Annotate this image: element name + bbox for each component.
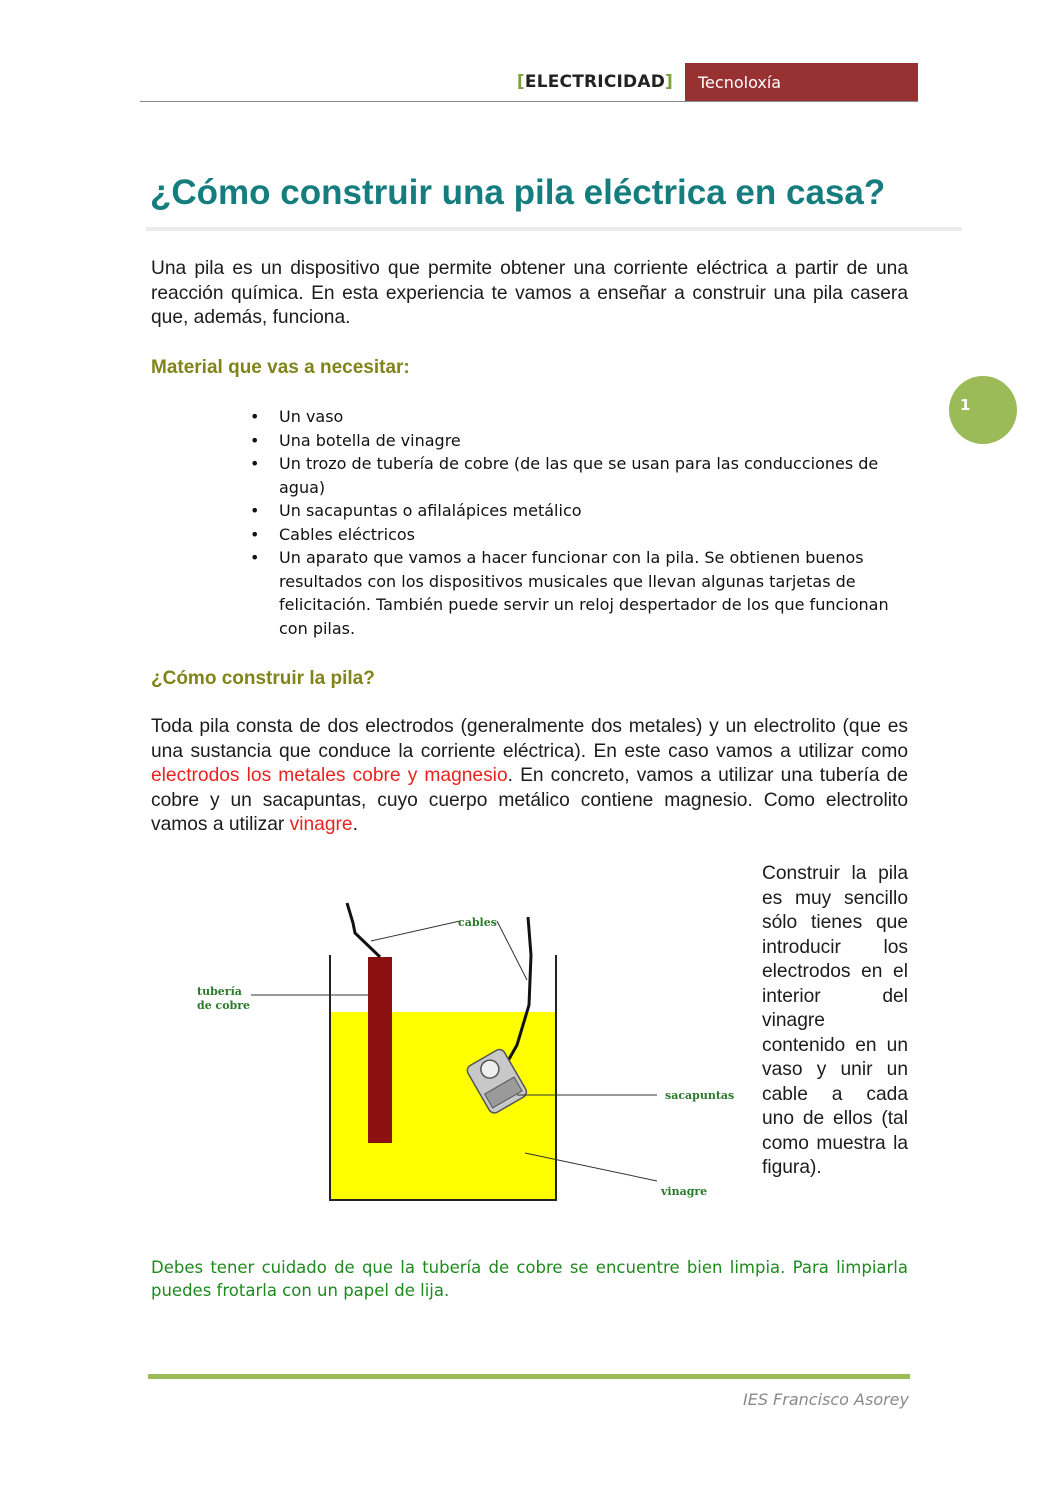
page-number-badge <box>949 376 1017 444</box>
list-item <box>250 523 910 547</box>
label-pipe-1: tubería <box>197 985 242 998</box>
build-highlight-electrodes: electrodos los metales cobre y magnesio <box>151 765 508 786</box>
label-sharpener: sacapuntas <box>665 1089 735 1102</box>
side-paragraph <box>762 862 908 1181</box>
side-paragraph-text: Construir la pila es muy sencillo sólo tienes que introducir los electrodos en el interior del vinagre contenido en un vaso y unir un cable a cada uno de ellos (tal como muestra la figura). <box>762 863 908 1178</box>
bullet: • <box>250 430 260 450</box>
subject-label: ELECTRICIDAD <box>524 72 666 92</box>
bullet: • <box>250 407 260 426</box>
list-item-text: Cables eléctricos <box>279 524 415 544</box>
intro-paragraph: Una pila es un dispositivo que permite obtener una corriente eléctrica a partir de una reacción química. En esta experiencia te vamos a enseñar a construir una pila casera que, además, funciona. <box>151 258 908 328</box>
build-text-3: . <box>352 814 358 835</box>
page-title: ¿Cómo construir una pila eléctrica en casa? <box>150 173 886 212</box>
label-pipe-2: de cobre <box>197 999 251 1012</box>
list-item-text: Un trozo de tubería de cobre (de las que se usan para las conducciones de agua) <box>279 454 879 497</box>
page-number: 1 <box>960 396 971 414</box>
leader-cables-left <box>371 921 460 941</box>
materials-list <box>250 405 910 640</box>
list-item-text: Un aparato que vamos a hacer funcionar con la pila. Se obtienen buenos resultados con los dispositivos musicales que llevan algunas tarjetas de felicitación. También puede servir un reloj despertador de los que funcionan con pilas. <box>279 548 889 638</box>
vinegar-liquid <box>330 1012 556 1200</box>
footer-school: IES Francisco Asorey <box>742 1390 909 1409</box>
list-item-text: Un sacapuntas o afilalápices metálico <box>279 501 582 520</box>
build-highlight-vinegar: vinagre <box>289 814 353 835</box>
battery-diagram <box>195 895 735 1205</box>
list-item <box>250 452 910 499</box>
footer-divider <box>148 1374 910 1379</box>
build-paragraph <box>151 715 908 838</box>
materials-heading: Material que vas a necesitar: <box>151 357 410 378</box>
build-text-1: Toda pila consta de dos electrodos (generalmente dos metales) y un electrolito (que es una sustancia que conduce la corriente eléctrica). En este caso vamos a utilizar como <box>151 716 908 762</box>
list-item <box>250 499 910 523</box>
leader-cables-right <box>497 921 527 980</box>
bullet: • <box>250 454 260 473</box>
build-heading: ¿Cómo construir la pila? <box>151 668 375 689</box>
label-cables: cables <box>458 916 497 929</box>
list-item-text: Un vaso <box>279 407 344 426</box>
bracket-open: [ <box>516 72 525 92</box>
copper-pipe <box>368 957 392 1143</box>
list-item <box>250 405 910 429</box>
warning-paragraph: Debes tener cuidado de que la tubería de cobre se encuentre bien limpia. Para limpiarla puedes frotarla con un papel de lija. <box>151 1258 908 1300</box>
build-text-2: . En concreto, vamos a utilizar una tubería de cobre y un sacapuntas, cuyo cuerpo metálico contiene magnesio. Como electrolito vamos a utilizar <box>151 765 909 835</box>
title-divider <box>146 227 962 231</box>
label-vinegar: vinagre <box>661 1185 708 1198</box>
bullet: • <box>250 524 260 544</box>
header-divider <box>140 101 918 102</box>
header-tab-label: Tecnoloxía <box>698 73 782 92</box>
list-item <box>250 429 910 453</box>
list-item <box>250 546 910 640</box>
bracket-close: ] <box>665 72 673 92</box>
header-tab <box>685 63 918 102</box>
bullet: • <box>250 501 260 520</box>
header-subject <box>517 72 673 92</box>
list-item-text: Una botella de vinagre <box>279 430 461 450</box>
cable-left <box>347 903 380 957</box>
bullet: • <box>250 548 260 567</box>
